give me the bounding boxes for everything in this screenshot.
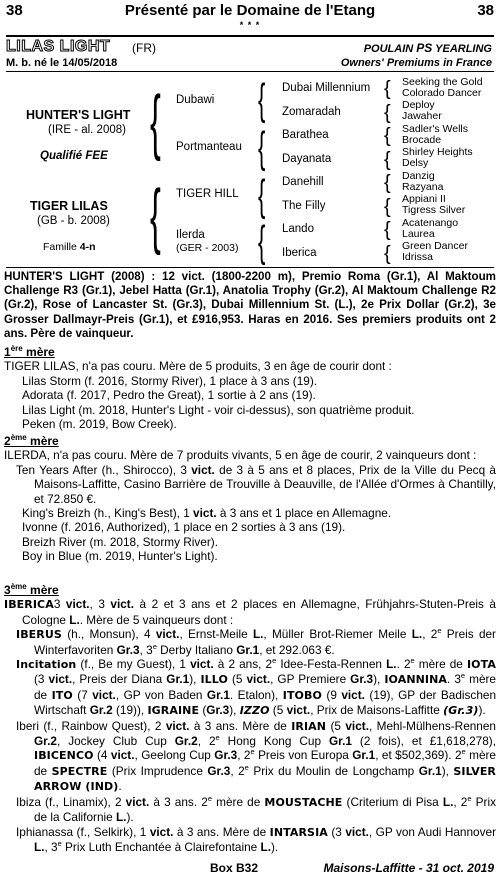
g4-1: Colorado Dancer [402,87,482,99]
brace-g3-3: { [384,125,391,147]
third-dam-paragraph: Incitation (f., Be my Guest), 1 vict. à 2 ans, 2e Idee-Festa-Rennen L.. 2e mère de IOTA (3 vict., Preis der Diana Gr.1), ILLO (5 vict., GP Premiere Gr.3), IOANNINA. 3e mère de ITO (7 vict., GP von Baden Gr.1. Etalon), ITOBO (9 vict. (19), GP der Badischen Wirtschaft Gr.2 (19)), IGRAINE (Gr.3), IZZO (5 vict., Prix de Maisons-Laffitte (Gr.3)). [16,656,497,718]
g3-dubai-millennium: Dubai Millennium [282,82,371,94]
brace-g3-7: { [384,219,391,241]
section-title-2: 2ème mère [4,433,59,448]
rule-pedigree-top [6,71,494,72]
horse-type-ps: PS [416,41,433,55]
g4-7: Delsy [402,157,429,169]
brace-sire: { [150,82,161,162]
first-dam-intro: TIGER LILAS, n'a pas couru. Mère de 5 produits, 3 en âge de courir dont : [4,359,392,374]
second-dam-item: Ivonne (f. 2016, Authorized), 1 place en 2 sorties à 3 ans (19). [22,520,346,535]
page-footer [0,861,494,877]
section-third-dam [4,583,496,854]
g3-danehill: Danehill [282,176,324,188]
first-dam-item: Lilas Light (m. 2018, Hunter's Light - voir ci-dessus), son quatrième produit. [22,402,415,417]
brace-g3-2: { [384,102,391,124]
g4-6: Shirley Heights [402,146,473,158]
sire-info: (IRE - al. 2008) [48,124,126,136]
rule-top [6,35,494,37]
brace-g3-1: { [384,78,391,100]
section-first-dam [4,345,496,431]
horse-type-prefix: POULAIN [363,43,414,55]
first-dam-item: Adorata (f. 2017, Pedro the Great), 1 sortie à 2 ans (19). [22,388,316,403]
sire-name: HUNTER'S LIGHT [26,108,131,122]
g4-14: Green Dancer [402,240,468,252]
brace-g3-6: { [384,196,391,218]
page-number-right: 38 [477,2,494,19]
rule-pedigree-bottom [6,267,494,268]
horse-type-suffix: YEARLING [435,43,492,55]
owners-premiums: Owners' Premiums in France [340,57,492,69]
brace-dam: { [150,176,161,256]
brace-g3-8: { [384,243,391,265]
first-dam-item: Lilas Storm (f. 2016, Stormy River), 1 place à 3 ans (19). [22,373,318,388]
second-dam-item: Boy in Blue (m. 2019, Hunter's Light). [22,549,218,564]
g2-tiger-hill: TIGER HILL [176,188,239,200]
brace-g2-1: { [258,75,266,124]
third-dam-paragraph: IBERICA3 vict., 3 vict. à 2 et 3 ans et 2 places en Allemagne, Frühjahrs-Stuten-Preis à Cologne L.. Mère de 5 vainqueurs dont : [4,597,496,627]
brace-g3-4: { [384,149,391,171]
g4-4: Sadler's Wells [402,123,468,135]
third-dam-paragraph: Iberi (f., Rainbow Quest), 2 vict. à 3 ans. Mère de IRIAN (5 vict., Mehl-Mülhens-Rennen Gr.2, Jockey Club Cup Gr.2, 2e Hong Kong Cup Gr.1 (2 fois), et £1,618,278), IBICENCO (4 vict., Geelong Cup Gr.3, 2e Preis von Europa Gr.1, et $502,369). 2e mère de SPECTRE (Prix Imprudence Gr.3, 2e Prix du Moulin de Longchamp Gr.1), SILVER ARROW (IND). [16,718,496,794]
sire-note: Qualifié FEE [40,150,108,162]
page-title: Présenté par le Domaine de l'Etang [124,2,376,19]
section-title-1: 1ère mère [4,344,55,359]
g4-9: Razyana [402,181,444,193]
brace-g3-5: { [384,172,391,194]
brace-g2-3: { [258,171,266,220]
third-dam-paragraph: Ibiza (f., Linamix), 2 vict. à 3 ans. 2e mère de MOUSTACHE (Criterium di Pisa L., 2e Prix de la Californie L.). [16,793,496,825]
g4-5: Brocade [402,134,442,146]
g3-zomaradah: Zomaradah [282,106,341,118]
box-number: Box B32 [210,861,259,875]
g2-ilerda: Ilerda [176,229,205,241]
g2-ilerda-info: (GER - 2003) [176,242,239,254]
horse-name: LILAS LIGHT [6,38,111,55]
horse-country: (FR) [132,41,156,55]
section-title-3: 3ème mère [4,582,59,597]
g4-2: Deploy [402,99,435,111]
second-dam-item: Ten Years After (h., Shirocco), 3 vict. de 3 à 5 ans et 8 places, Prix de la Ville du Pecq à Maisons-Laffitte, Casino Barrière de Trouville à Deauville, de l'Allée d'Ormes à Chantilly, et 72.850 €. [16,462,496,506]
dam-name: TIGER LILAS [30,199,108,213]
page-header [6,2,494,22]
pedigree-table [0,74,500,266]
g4-3: Jawaher [402,110,442,122]
third-dam-paragraph: Iphianassa (f., Selkirk), 1 vict. à 3 ans. Mère de INTARSIA (3 vict., GP von Audi Hannover L., 3e Prix Luth Enchantée à Clairefontaine L.). [16,824,496,854]
g2-portmanteau: Portmanteau [176,141,242,153]
g4-11: Tigress Silver [402,204,466,216]
g3-the-filly: The Filly [282,200,326,212]
second-dam-intro: ILERDA, n'a pas couru. Mère de 7 produits vivants, 5 en âge de courir, 2 vainqueurs dont : [4,448,477,463]
brace-g2-2: { [258,123,266,172]
dam-info: (GB - b. 2008) [37,215,110,227]
dam-family: Famille 4-n [43,241,96,253]
page-number-left: 38 [6,2,23,19]
g2-dubawi: Dubawi [176,94,215,106]
g4-15: Idrissa [402,251,433,263]
g4-10: Appiani II [402,193,446,205]
third-dam-content [4,597,496,854]
horse-type [364,41,492,55]
section-second-dam [4,434,496,564]
second-dam-item: Breizh River (m. 2018, Stormy River). [22,534,219,549]
g3-iberica: Iberica [282,247,317,259]
header-stars: * * * [239,20,261,30]
g4-12: Acatenango [402,217,459,229]
g4-0: Seeking the Gold [402,76,483,88]
first-dam-item: Peken (m. 2019, Bow Creek). [22,417,177,432]
g3-barathea: Barathea [282,129,329,141]
g3-lando: Lando [282,223,314,235]
second-dam-item: King's Breizh (h., King's Best), 1 vict. à 3 ans et 1 place en Allemagne. [22,506,392,521]
horse-birth: M. b. né le 14/05/2018 [6,57,118,69]
g4-8: Danzig [402,170,435,182]
g4-13: Laurea [402,228,435,240]
brace-g2-4: { [258,217,266,266]
g3-dayanata: Dayanata [282,153,332,165]
third-dam-paragraph: IBERUS (h., Monsun), 4 vict., Ernst-Meile L., Müller Brot-Riemer Meile L., 2e Preis der Winterfavoriten Gr.3, 3e Derby Italiano Gr.1, et 292.063 €. [16,626,496,657]
sire-summary: HUNTER'S LIGHT (2008) : 12 vict. (1800-2200 m), Premio Roma (Gr.1), Al Maktoum Challenge R3 (Gr.1), Jebel Hatta (Gr.1), Anatolia Trophy (Gr.2), Al Maktoum Challenge R2 (Gr.2), Rose of Lancaster St. (Gr.3), Dubai Millennium St. (L.), 2e Prix Dollar (Gr.2), 3e Grosser Dallmayr-Preis (Gr.1), et £916,953. Haras en 2016. Ses premiers produits ont 2 ans. Père de vainqueur. [4,270,496,340]
sale-location-date: Maisons-Laffitte - 31 oct. 2019 [323,861,494,875]
